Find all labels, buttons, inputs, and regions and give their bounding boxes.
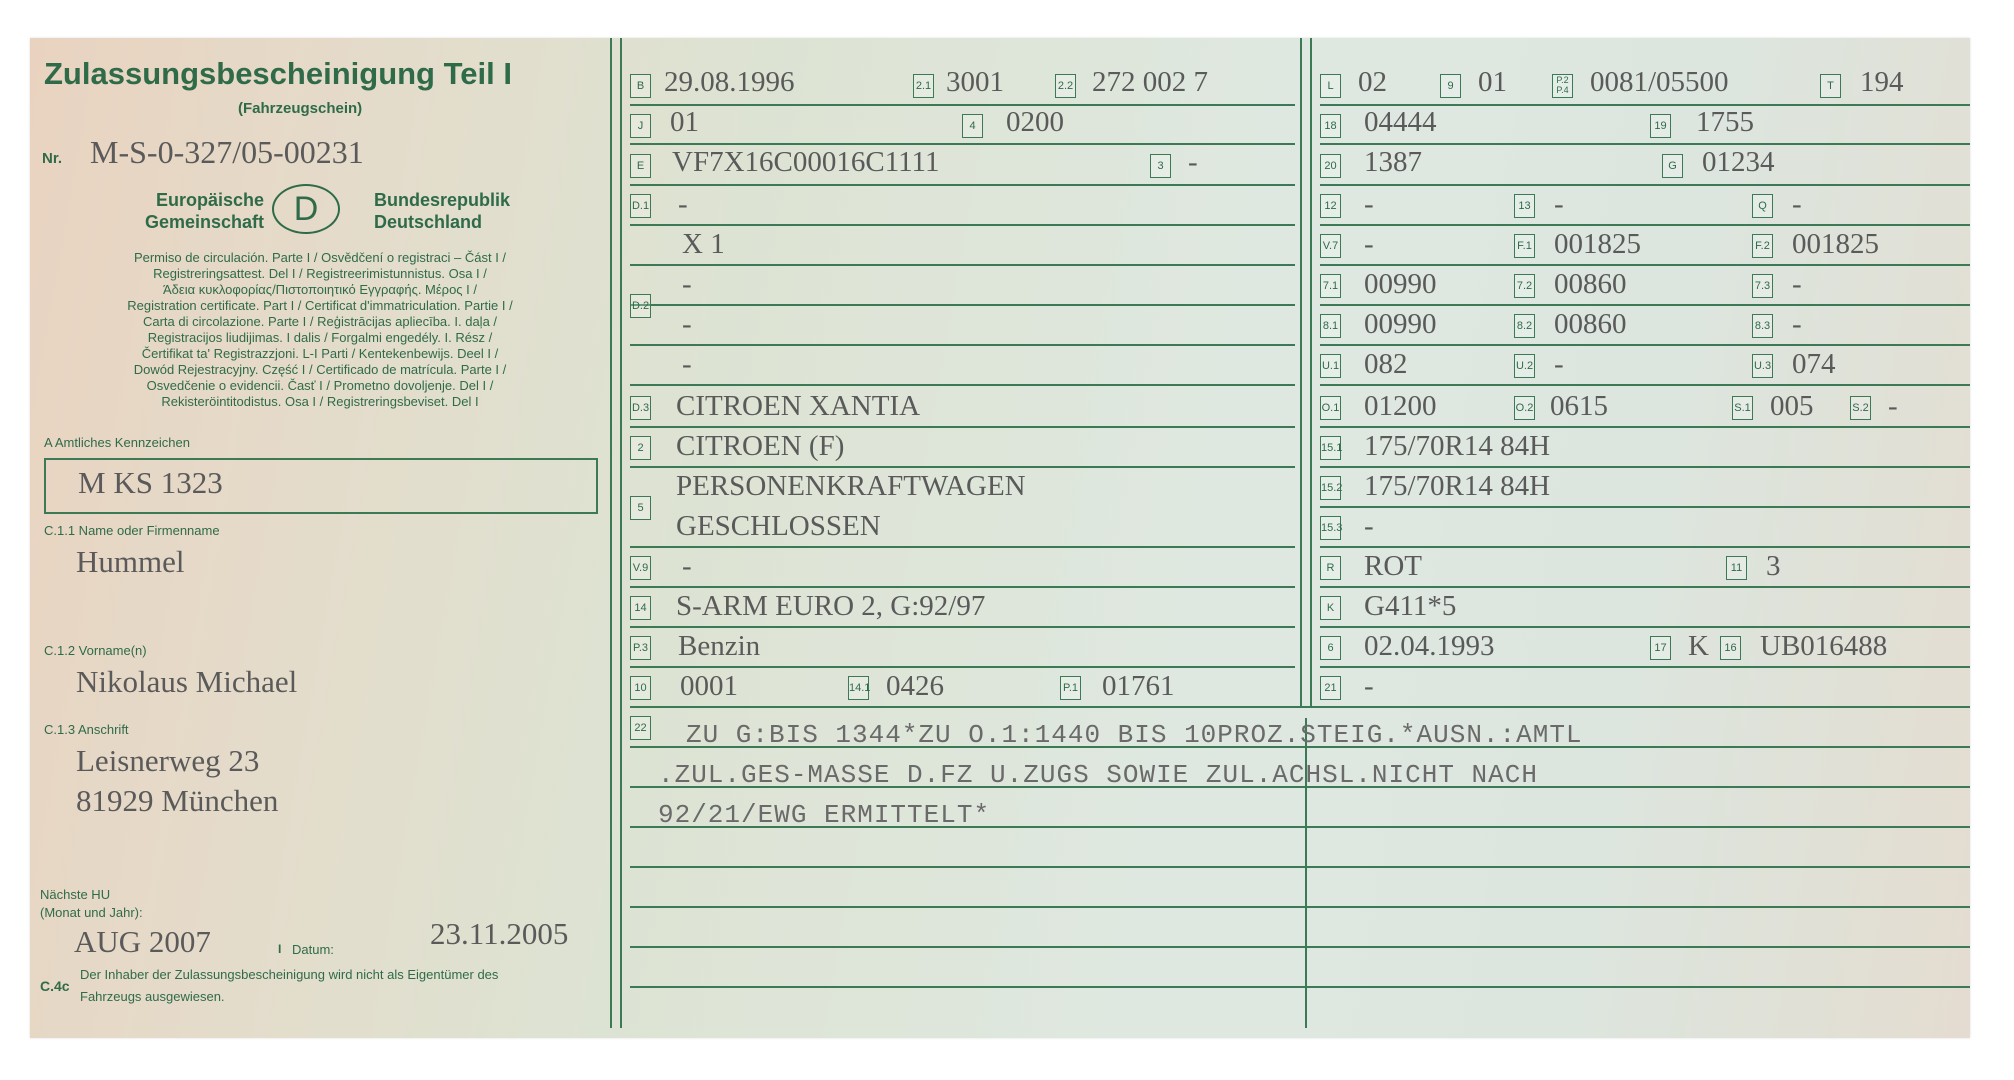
field-d2-line2: -	[682, 268, 692, 300]
code-box: V.9	[630, 556, 651, 580]
grid-line	[630, 104, 1295, 106]
code-box: F.1	[1514, 234, 1535, 258]
grid-line	[630, 384, 1295, 386]
code-box: E	[630, 154, 651, 178]
code-box: O.2	[1514, 396, 1535, 420]
grid-line	[630, 586, 1295, 588]
grid-line	[630, 264, 1295, 266]
holder-firstnames: Nikolaus Michael	[76, 664, 298, 699]
field-8-2: 00860	[1554, 308, 1627, 340]
nr-label: Nr.	[42, 150, 63, 167]
c4c-text-line2: Fahrzeugs ausgewiesen.	[80, 989, 225, 1004]
plate-label: A Amtliches Kennzeichen	[44, 435, 190, 450]
code-box: S.1	[1732, 396, 1753, 420]
grid-line	[630, 426, 1295, 428]
field-16: UB016488	[1760, 630, 1888, 662]
code-box: 21	[1320, 676, 1341, 700]
grid-line	[630, 906, 1970, 908]
code-box: J	[630, 114, 651, 138]
code-box: 2.2	[1055, 74, 1076, 98]
field-v9: -	[682, 550, 692, 582]
field-p3-fuel: Benzin	[678, 630, 761, 662]
multilingual-title-block	[40, 250, 600, 410]
code-box: G	[1662, 154, 1683, 178]
code-box: 5	[630, 496, 651, 520]
grid-line	[1320, 344, 1970, 346]
code-box: 3	[1150, 154, 1171, 178]
field-8-3: -	[1792, 308, 1802, 340]
field-d2-line3: -	[682, 308, 692, 340]
code-box: F.2	[1752, 234, 1773, 258]
code-box: 15.1	[1320, 436, 1341, 460]
field-15-1-tires: 175/70R14 84H	[1364, 430, 1551, 462]
code-box: 19	[1650, 114, 1671, 138]
grid-line	[1320, 304, 1970, 306]
c11-label: C.1.1 Name oder Firmenname	[44, 523, 220, 538]
grid-line	[1320, 143, 1970, 145]
field-18: 04444	[1364, 106, 1437, 138]
code-box: 22	[630, 716, 651, 740]
field-5-body: GESCHLOSSEN	[676, 510, 881, 542]
field-u1: 082	[1364, 348, 1408, 380]
divider-right	[1300, 38, 1302, 708]
code-box: P.2 P.4	[1552, 74, 1573, 98]
field-o1: 01200	[1364, 390, 1437, 422]
grid-line	[1320, 666, 1970, 668]
republic-label-line1: Bundesrepublik	[374, 190, 511, 210]
hu-label	[40, 886, 143, 922]
code-box: 7.2	[1514, 274, 1535, 298]
field-q: -	[1792, 188, 1802, 220]
field-p1-displacement: 01761	[1102, 670, 1175, 702]
i-label: I	[278, 942, 282, 956]
divider-left-2	[620, 38, 622, 1028]
multilingual-line: Registreringsattest. Del I / Registreerimistunnistus. Osa I /	[153, 266, 487, 281]
code-box: 14.1	[848, 676, 869, 700]
code-box: 18	[1320, 114, 1341, 138]
multilingual-line: Registration certificate. Part I / Certificat d'immatriculation. Partie I /	[127, 298, 513, 313]
country-oval-badge: D	[272, 184, 340, 234]
grid-line	[1320, 466, 1970, 468]
grid-line	[630, 224, 1295, 226]
field-u3: 074	[1792, 348, 1836, 380]
code-box: 14	[630, 596, 651, 620]
grid-line	[1320, 426, 1970, 428]
field-r-color: ROT	[1364, 550, 1422, 582]
code-box: O.1	[1320, 396, 1341, 420]
code-box: B	[630, 74, 651, 98]
field-10: 0001	[680, 670, 738, 702]
field-s1: 005	[1770, 390, 1814, 422]
registration-certificate	[30, 38, 1970, 1038]
document-subtitle: (Fahrzeugschein)	[238, 100, 363, 117]
code-box: 12	[1320, 194, 1341, 218]
grid-line	[630, 546, 1295, 548]
remarks-line3: 92/21/EWG ERMITTELT*	[658, 800, 991, 830]
field-17: K	[1688, 630, 1709, 662]
c4c-text	[80, 964, 498, 1008]
field-p2-p4: 0081/05500	[1590, 66, 1729, 98]
code-box: D.3	[630, 396, 651, 420]
document-number: M-S-0-327/05-00231	[90, 134, 364, 170]
code-box: 11	[1726, 556, 1747, 580]
code-box: K	[1320, 596, 1341, 620]
holder-surname: Hummel	[76, 544, 185, 579]
field-9: 01	[1478, 66, 1507, 98]
code-box: 9	[1440, 74, 1461, 98]
code-box: 13	[1514, 194, 1535, 218]
grid-line	[1320, 384, 1970, 386]
code-box: 8.1	[1320, 314, 1341, 338]
code-box: U.1	[1320, 354, 1341, 378]
field-j: 01	[670, 106, 699, 138]
field-7-3: -	[1792, 268, 1802, 300]
field-f1: 001825	[1554, 228, 1641, 260]
field-2-1: 3001	[946, 66, 1004, 98]
field-d1: -	[678, 188, 688, 220]
code-box: U.2	[1514, 354, 1535, 378]
code-box: S.2	[1850, 396, 1871, 420]
field-6: 02.04.1993	[1364, 630, 1495, 662]
field-o2: 0615	[1550, 390, 1608, 422]
code-box: 2	[630, 436, 651, 460]
field-d2-line1: X 1	[682, 228, 725, 260]
field-u2: -	[1554, 348, 1564, 380]
multilingual-line: Osvedčenie o evidencii. Časť I / Prometno dovoljenje. Del I /	[146, 378, 494, 393]
field-d2-line4: -	[682, 348, 692, 380]
grid-line	[630, 304, 1295, 306]
next-inspection: AUG 2007	[74, 924, 211, 959]
grid-line	[1320, 224, 1970, 226]
multilingual-line: Permiso de circulación. Parte I / Osvědčení o registraci – Část I /	[133, 250, 507, 265]
c4c-label: C.4c	[40, 978, 70, 994]
c13-label: C.1.3 Anschrift	[44, 722, 129, 737]
eu-label-line2: Gemeinschaft	[144, 212, 264, 232]
code-box: 7.3	[1752, 274, 1773, 298]
field-e-vin: VF7X16C00016C1111	[672, 146, 940, 178]
grid-line	[630, 344, 1295, 346]
eu-label-line1: Europäische	[155, 190, 264, 210]
issue-date: 23.11.2005	[430, 916, 569, 951]
multilingual-line: Dowód Rejestracyjny. Część I / Certificado de matrícula. Parte I /	[133, 362, 507, 377]
field-21: -	[1364, 670, 1374, 702]
code-box: 8.2	[1514, 314, 1535, 338]
datum-label: Datum:	[292, 942, 334, 957]
code-box: 20	[1320, 154, 1341, 178]
code-box: 16	[1720, 636, 1741, 660]
code-box: 15.2	[1320, 476, 1341, 500]
field-20: 1387	[1364, 146, 1422, 178]
republic-label-line2: Deutschland	[374, 212, 483, 232]
hu-label-line2: (Monat und Jahr):	[40, 905, 143, 920]
grid-line	[1320, 506, 1970, 508]
remarks-line1: ZU G:BIS 1344*ZU O.1:1440 BIS 10PROZ.STEIG.*AUSN.:AMTL	[686, 720, 1583, 750]
code-box: 7.1	[1320, 274, 1341, 298]
field-5-type: PERSONENKRAFTWAGEN	[676, 470, 1026, 502]
field-k: G411*5	[1364, 590, 1457, 622]
code-box: 8.3	[1752, 314, 1773, 338]
grid-line	[1320, 626, 1970, 628]
grid-line	[630, 946, 1970, 948]
license-plate: M KS 1323	[78, 465, 223, 500]
field-15-2-tires: 175/70R14 84H	[1364, 470, 1551, 502]
multilingual-line: Άδεια κυκλοφορίας/Πιστοποιητικό Εγγραφής. Μέρος I /	[162, 282, 478, 297]
grid-line	[630, 466, 1295, 468]
multilingual-line: Rekisteröintitodistus. Osa I / Registreringsbeviset. Del I	[161, 394, 479, 409]
field-12: -	[1364, 188, 1374, 220]
field-f2: 001825	[1792, 228, 1879, 260]
code-box: T	[1820, 74, 1841, 98]
grid-line	[630, 866, 1970, 868]
address-city: 81929 München	[76, 783, 279, 818]
code-box: 10	[630, 676, 651, 700]
field-3: -	[1188, 146, 1198, 178]
multilingual-line: Čertifikat ta' Registrazzjoni. L-I Parti / Kentekenbewijs. Deel I /	[141, 346, 499, 361]
field-14-1: 0426	[886, 670, 944, 702]
republic-label	[374, 189, 510, 233]
grid-line	[1320, 586, 1970, 588]
grid-line	[630, 986, 1970, 988]
divider-right-2	[1310, 38, 1312, 708]
c12-label: C.1.2 Vorname(n)	[44, 643, 147, 658]
c4c-text-line1: Der Inhaber der Zulassungsbescheinigung wird nicht als Eigentümer des	[80, 967, 499, 982]
field-v7: -	[1364, 228, 1374, 260]
field-7-1: 00990	[1364, 268, 1437, 300]
field-2-2: 272 002 7	[1092, 66, 1208, 98]
code-box: 17	[1650, 636, 1671, 660]
field-t: 194	[1860, 66, 1904, 98]
code-box: Q	[1752, 194, 1773, 218]
field-d3-model: CITROEN XANTIA	[676, 390, 921, 422]
code-box: P.1	[1060, 676, 1081, 700]
hu-label-line1: Nächste HU	[40, 887, 111, 902]
field-s2: -	[1888, 390, 1898, 422]
grid-line	[630, 626, 1295, 628]
code-box: 15.3	[1320, 516, 1341, 540]
field-2-manufacturer: CITROEN (F)	[676, 430, 845, 462]
remarks-line2: .ZUL.GES-MASSE D.FZ U.ZUGS SOWIE ZUL.ACHSL.NICHT NACH	[658, 760, 1538, 790]
field-b-first-registration: 29.08.1996	[664, 66, 795, 98]
code-box: D.1	[630, 194, 651, 218]
field-8-1: 00990	[1364, 308, 1437, 340]
grid-line	[630, 184, 1295, 186]
document-title: Zulassungsbescheinigung Teil I	[44, 56, 512, 91]
field-19: 1755	[1696, 106, 1754, 138]
multilingual-line: Carta di circolazione. Parte I / Reģistrācijas apliecība. I. daļa /	[142, 314, 498, 329]
code-box: 6	[1320, 636, 1341, 660]
field-11: 3	[1766, 550, 1781, 582]
field-7-2: 00860	[1554, 268, 1627, 300]
code-box: 2.1	[913, 74, 934, 98]
address-street: Leisnerweg 23	[76, 743, 260, 778]
eu-label	[114, 189, 264, 233]
code-box: P.3	[630, 636, 651, 660]
field-g: 01234	[1702, 146, 1775, 178]
field-4: 0200	[1006, 106, 1064, 138]
code-box: D.2	[630, 294, 651, 318]
grid-line	[630, 666, 1295, 668]
field-l: 02	[1358, 66, 1387, 98]
field-13: -	[1554, 188, 1564, 220]
grid-line	[1320, 184, 1970, 186]
code-box: L	[1320, 74, 1341, 98]
grid-line	[1320, 264, 1970, 266]
multilingual-line: Registracijos liudijimas. I dalis / Forgalmi engedély. I. Rész /	[147, 330, 493, 345]
code-box: R	[1320, 556, 1341, 580]
grid-line	[630, 143, 1295, 145]
code-box: 4	[962, 114, 983, 138]
grid-line	[630, 706, 1970, 708]
grid-line	[1320, 546, 1970, 548]
divider-left	[610, 38, 612, 1028]
field-15-3: -	[1364, 510, 1374, 542]
code-box: U.3	[1752, 354, 1773, 378]
field-14-emissions: S-ARM EURO 2, G:92/97	[676, 590, 986, 622]
code-box: V.7	[1320, 234, 1341, 258]
